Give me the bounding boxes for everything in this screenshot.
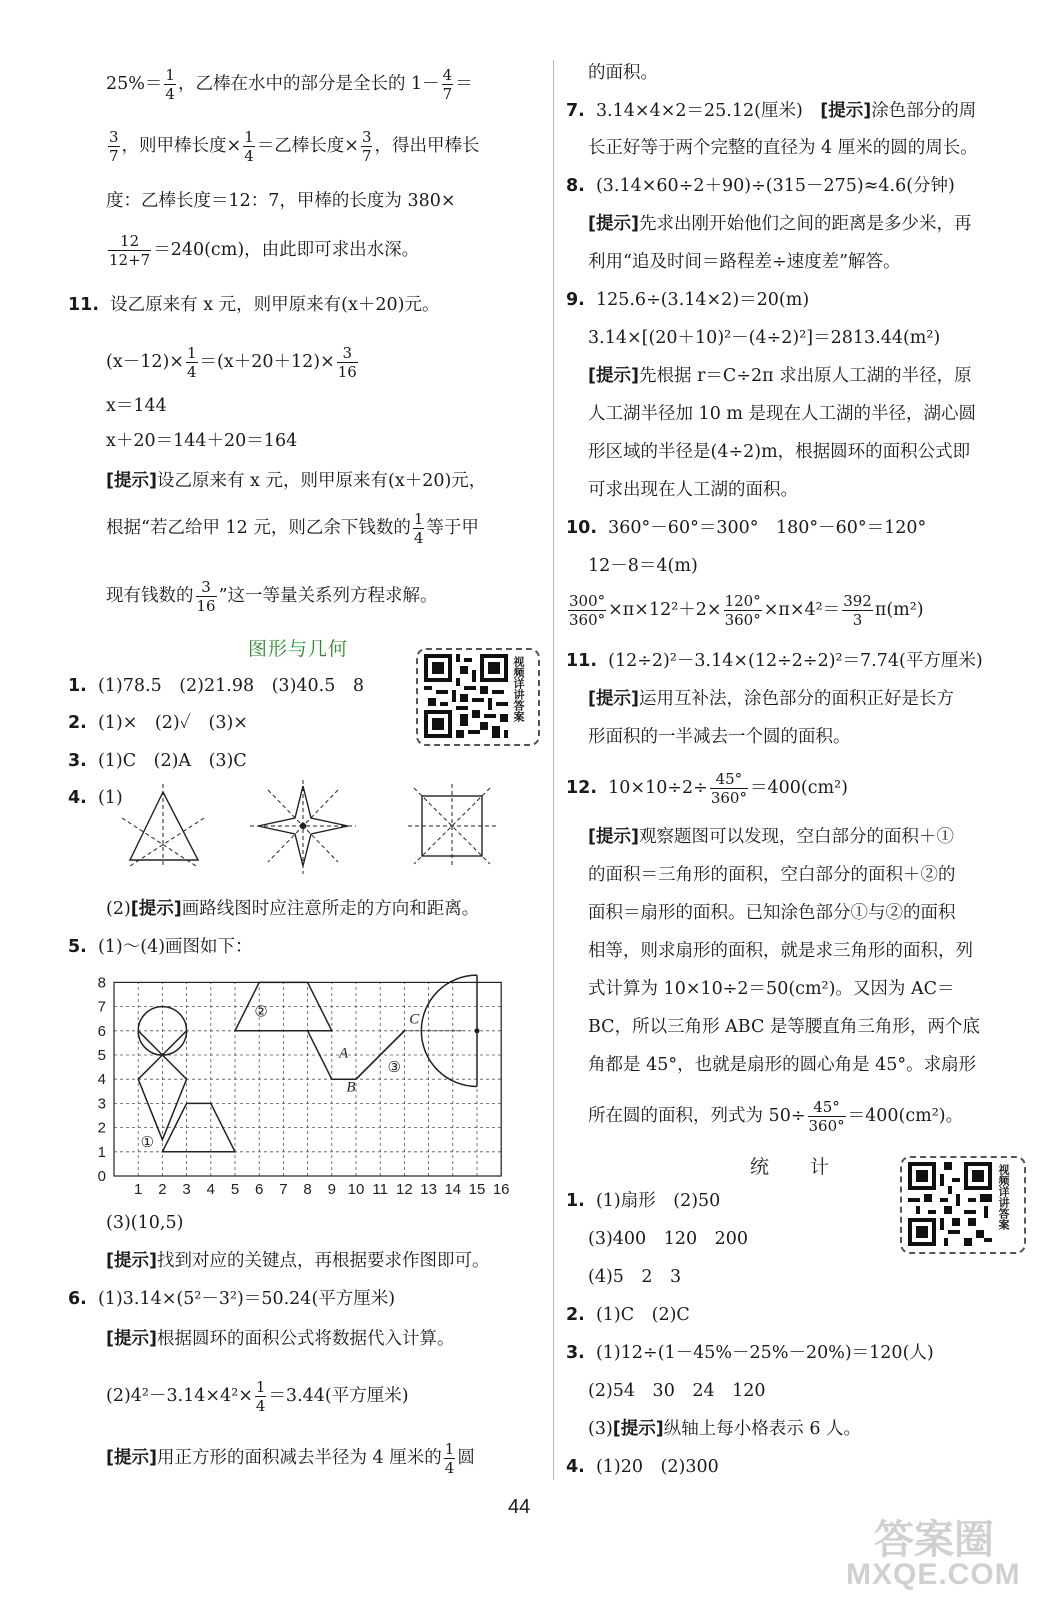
watermark-url: MXQE.COM xyxy=(846,1558,1021,1591)
text-line: 形区域的半径是(4÷2)m，根据圆环的面积公式即 xyxy=(588,442,971,462)
section-title-geometry: 图形与几何 xyxy=(248,638,349,660)
text-line: (2)54 30 24 120 xyxy=(588,1381,766,1401)
question-11-right: 11. (12÷2)²－3.14×(12÷2÷2)²＝7.74(平方厘米) xyxy=(566,651,983,671)
text-line: x＋20＝144＋20＝164 xyxy=(106,431,298,451)
question-12: 12. 10×10÷2÷ $\frac{45^\circ}{360^\circ}$ ＝400(cm²) xyxy=(566,770,848,807)
question-9: 9. 125.6÷(3.14×2)＝20(m) xyxy=(566,290,810,310)
x-tick-label: 4 xyxy=(206,1181,215,1196)
text-line: (3)(10,5) xyxy=(106,1213,184,1233)
question-7: 7. 3.14×4×2＝25.12(厘米) [提示]涂色部分的周 xyxy=(566,101,977,121)
fraction: $\frac{45^\circ}{360^\circ}$ xyxy=(710,770,747,807)
geo-q2: 2. (1)× (2)✓ (3)× xyxy=(68,713,248,733)
stat-q3: 3. (1)12÷(1－45%－25%－20%)＝120(人) xyxy=(566,1343,934,1363)
text-line: $\frac{3}{7}$ ，则甲棒长度× $\frac{1}{4}$ ＝乙棒长度× $\frac{3}{7}$ ，得出甲棒长 xyxy=(109,128,480,165)
text-line: 的面积。 xyxy=(588,63,658,83)
center-dot xyxy=(475,1028,480,1033)
x-tick-label: 8 xyxy=(303,1181,312,1196)
page-number: 44 xyxy=(508,1496,531,1518)
fraction: $\frac{1}{4}$ xyxy=(255,1378,266,1415)
qr-code-icon xyxy=(424,654,508,738)
stat-q2: 2. (1)C (2)C xyxy=(566,1305,690,1325)
geo-q4: 4. (1) xyxy=(68,788,123,808)
y-tick-label: 4 xyxy=(97,1071,106,1089)
triangle-figure xyxy=(122,784,204,868)
text-line: (2)4²－3.14×4²× $\frac{1}{4}$ ＝3.44(平方厘米) xyxy=(106,1378,409,1415)
hint-line: [提示]根据圆环的面积公式将数据代入计算。 xyxy=(106,1329,455,1349)
question-10: 10. 360°－60°＝300° 180°－60°＝120° xyxy=(566,518,927,538)
origin-label: 0 xyxy=(97,1168,106,1185)
text-line: 所在圆的面积，列式为 50÷ $\frac{45^\circ}{360^\circ}$ ＝400(cm²)。 xyxy=(588,1098,964,1135)
square-figure xyxy=(408,784,496,868)
y-tick-label: 3 xyxy=(97,1095,106,1113)
text-line: x＝144 xyxy=(106,396,167,416)
x-tick-label: 15 xyxy=(468,1181,486,1196)
text-line: 25%＝ $\frac{1}{4}$ ，乙棒在水中的部分是全长的 1－ $\frac{4}{7}$ ＝ xyxy=(106,66,473,103)
label-B: B xyxy=(346,1079,356,1096)
x-tick-label: 12 xyxy=(396,1181,413,1196)
text-line: 式计算为 10×10÷2＝50(cm²)。又因为 AC＝ xyxy=(588,979,955,999)
hint-line: [提示]观察题图可以发现，空白部分的面积＋① xyxy=(588,827,954,847)
y-tick-label: 7 xyxy=(97,998,106,1016)
label-1: ① xyxy=(140,1134,155,1151)
fraction: $\frac{12}{12+7}$ xyxy=(109,232,151,269)
text-line: 的面积＝三角形的面积，空白部分的面积＋②的 xyxy=(588,865,956,885)
text-line: 12－8＝4(m) xyxy=(588,556,698,576)
text-line: BC，所以三角形 ABC 是等腰直角三角形，两个底 xyxy=(588,1017,980,1037)
x-tick-label: 6 xyxy=(255,1181,264,1196)
fraction: $\frac{120^\circ}{360^\circ}$ xyxy=(724,592,761,629)
label-3: ③ xyxy=(387,1059,401,1076)
fraction: $\frac{3}{16}$ xyxy=(337,344,357,381)
fraction: $\frac{392}{3}$ xyxy=(843,592,872,629)
hint-line: [提示]先根据 r＝C÷2π 求出原人工湖的半径，原 xyxy=(588,366,972,386)
question-11: 11. 设乙原来有 x 元，则甲原来有(x＋20)元。 xyxy=(68,295,440,315)
text-line: 根据“若乙给甲 12 元，则乙余下钱数的 $\frac{1}{4}$ 等于甲 xyxy=(106,510,479,547)
x-tick-label: 5 xyxy=(230,1181,240,1196)
hint-line: (3)[提示]纵轴上每小格表示 6 人。 xyxy=(588,1419,862,1439)
fraction: $\frac{3}{7}$ xyxy=(361,128,372,165)
label-A: A xyxy=(339,1045,349,1062)
text-line: (4)5 2 3 xyxy=(588,1267,682,1287)
watermark-logo: 答案圈 xyxy=(874,1518,994,1562)
coordinate-grid xyxy=(88,966,548,1196)
y-tick-label: 8 xyxy=(97,974,106,992)
x-tick-label: 10 xyxy=(347,1181,365,1196)
hint-line: [提示]先求出刚开始他们之间的距离是多少米，再 xyxy=(588,214,972,234)
x-tick-label: 7 xyxy=(279,1181,288,1196)
x-tick-label: 14 xyxy=(444,1181,462,1196)
question-8: 8. (3.14×60÷2＋90)÷(315－275)≈4.6(分钟) xyxy=(566,176,955,196)
fraction: $\frac{1}{4}$ xyxy=(244,128,254,165)
fraction: $\frac{300^\circ}{360^\circ}$ xyxy=(569,592,606,629)
x-tick-label: 11 xyxy=(372,1181,388,1196)
fraction: $\frac{1}{4}$ xyxy=(413,510,424,547)
hint-line: [提示]找到对应的关键点，再根据要求作图即可。 xyxy=(106,1251,490,1271)
geo-q5: 5. (1)～(4)画图如下： xyxy=(68,937,253,957)
x-tick-label: 9 xyxy=(327,1181,336,1196)
text-line: 现有钱数的 $\frac{3}{16}$ ”这一等量关系列方程求解。 xyxy=(106,578,438,615)
text-line: 长正好等于两个完整的直径为 4 厘米的圆的周长。 xyxy=(588,138,978,158)
text-line: $\frac{12}{12+7}$ ＝240(cm)，由此即可求出水深。 xyxy=(109,232,420,269)
fraction: $\frac{45^\circ}{360^\circ}$ xyxy=(808,1098,845,1135)
fraction: $\frac{1}{4}$ xyxy=(165,66,175,103)
text-line: 面积＝扇形的面积。已知涂色部分①与②的面积 xyxy=(588,903,956,923)
text-line: 3.14×[(20＋10)²－(4÷2)²]＝2813.44(m²) xyxy=(588,328,941,348)
y-tick-label: 6 xyxy=(97,1022,106,1040)
y-tick-label: 2 xyxy=(97,1119,106,1137)
text-line: $\frac{300^\circ}{360^\circ}$ ×π×12²＋2× $\frac{120^\circ}{360^\circ}$ ×π×4²＝ $\frac{392}{3}$ π(m²) xyxy=(569,592,924,629)
y-tick-label: 5 xyxy=(97,1047,106,1064)
qr-caption: 视频详讲答案 xyxy=(997,1164,1010,1230)
qr-code-box-2 xyxy=(900,1156,1026,1254)
stat-q1: 1. (1)扇形 (2)50 xyxy=(566,1191,721,1211)
hint-line: [提示]用正方形的面积减去半径为 4 厘米的 $\frac{1}{4}$ 圆 xyxy=(106,1440,475,1477)
geo-q3: 3. (1)C (2)A (3)C xyxy=(68,751,247,771)
qr-code-box xyxy=(416,648,540,746)
stat-q4: 4. (1)20 (2)300 xyxy=(566,1457,719,1477)
text-line: (3)400 120 200 xyxy=(588,1229,748,1249)
y-tick-label: 1 xyxy=(97,1143,106,1161)
hint-line: [提示]设乙原来有 x 元，则甲原来有(x＋20)元， xyxy=(106,471,487,491)
geo-q1: 1. (1)78.5 (2)21.98 (3)40.5 8 xyxy=(68,676,364,696)
text-line: 相等，则求扇形的面积，就是求三角形的面积，列 xyxy=(588,941,973,961)
fraction: $\frac{3}{16}$ xyxy=(196,578,216,615)
qr-code-icon xyxy=(908,1162,992,1246)
text-line: (x－12)× $\frac{1}{4}$ ＝(x＋20＋12)× $\frac{3}{16}$ xyxy=(106,344,357,381)
x-tick-label: 13 xyxy=(420,1181,437,1196)
section-title-statistics: 统 计 xyxy=(750,1156,831,1178)
text-line: 人工湖半径加 10 m 是现在人工湖的半径，湖心圆 xyxy=(588,404,977,424)
text-line: 可求出现在人工湖的面积。 xyxy=(588,480,798,500)
text-line: 形面积的一半减去一个圆的面积。 xyxy=(588,727,851,747)
label-2: ② xyxy=(254,1004,268,1021)
x-tick-label: 16 xyxy=(492,1181,510,1196)
text-line: 度：乙棒长度＝12：7，甲棒的长度为 380× xyxy=(106,191,456,211)
fraction: $\frac{1}{4}$ xyxy=(444,1440,455,1477)
text-line: 角都是 45°，也就是扇形的圆心角是 45°。求扇形 xyxy=(588,1055,977,1075)
text-line: 利用“追及时间＝路程差÷速度差”解答。 xyxy=(588,252,901,272)
fraction: $\frac{4}{7}$ xyxy=(442,66,453,103)
fraction: $\frac{3}{7}$ xyxy=(109,128,119,165)
qr-caption: 视频详讲答案 xyxy=(512,656,525,722)
x-tick-label: 3 xyxy=(182,1181,191,1196)
label-C: C xyxy=(409,1011,420,1028)
fraction: $\frac{1}{4}$ xyxy=(186,344,197,381)
symmetry-figures xyxy=(108,778,528,878)
x-tick-label: 2 xyxy=(158,1181,167,1196)
geo-q6: 6. (1)3.14×(5²－3²)＝50.24(平方厘米) xyxy=(68,1289,396,1309)
hint-line: (2)[提示]画路线图时应注意所走的方向和距离。 xyxy=(106,899,480,919)
hint-line: [提示]运用互补法，涂色部分的面积正好是长方 xyxy=(588,689,954,709)
star-figure xyxy=(250,780,356,874)
column-divider xyxy=(553,60,554,1480)
x-tick-label: 1 xyxy=(134,1181,143,1196)
